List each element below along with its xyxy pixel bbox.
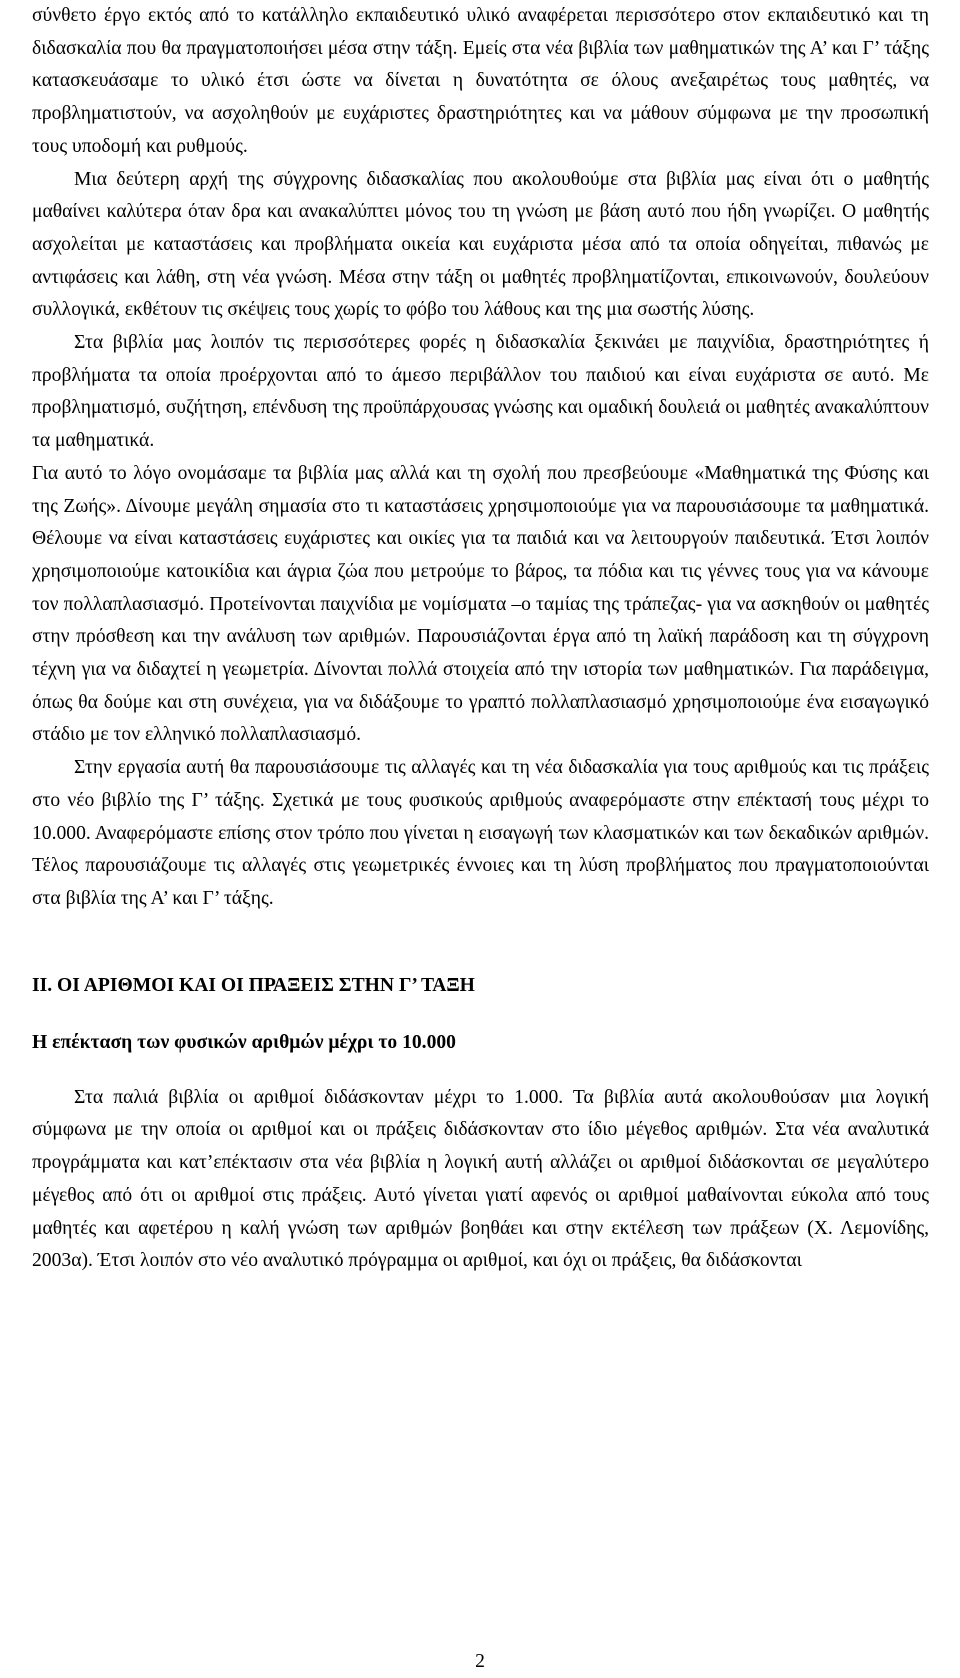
paragraph-work-overview: Στην εργασία αυτή θα παρουσιάσουμε τις αλλαγές και τη νέα διδασκαλία για τους αριθμούς και τις πράξεις στο νέο βιβλίο της Γ’ τάξης. Σχετικά με τους φυσικούς αριθμούς αναφερόμαστε στην επέκτασή τους μέχρι το 10.000. Αναφερόμαστε επίσης στον τρόπο που γίνεται η εισαγωγή των κλασματικών και των δεκαδικών αριθμών. Τέλος παρουσιάζουμε τις αλλαγές στις γεωμετρικές έννοιες και τη λύση προβλήματος που πραγματοποιούνται στα βιβλία της Α’ και Γ’ τάξης. [32,757,929,909]
page-number: 2 [475,1651,485,1672]
document-page [32,0,929,1278]
paragraph-second-principle: Μια δεύτερη αρχή της σύγχρονης διδασκαλίας που ακολουθούμε στα βιβλία μας είναι ότι ο μαθητής μαθαίνει καλύτερα όταν δρα και ανακαλύπτει μόνος του τη γνώση με βάση αυτό που ήδη γνωρίζει. Ο μαθητής ασχολείται με καταστάσεις και προβλήματα οικεία και ευχάριστα μέσα από τα οποία οδηγείται, πιθανώς με αντιφάσεις και λάθη, στη νέα γνώση. Μέσα στην τάξη οι μαθητές προβληματίζονται, επικοινωνούν, δουλεύουν συλλογικά, εκθέτουν τις σκέψεις τους χωρίς το φόβο του λάθους και της μια σωστής λύσης. [32,168,929,321]
paragraph-old-books: Στα παλιά βιβλία οι αριθμοί διδάσκονταν μέχρι το 1.000. Τα βιβλία αυτά ακολουθούσαν μια λογική σύμφωνα με την οποία οι αριθμοί και οι πράξεις διδάσκονταν στο ίδιο μέγεθος αριθμών. Στα νέα αναλυτικά προγράμματα και κατ’επέκτασιν στα νέα βιβλία η λογική αυτή αλλάζει οι αριθμοί διδάσκονται σε μεγαλύτερο μέγεθος από ότι οι αριθμοί στις πράξεις. Αυτό γίνεται γιατί αφενός οι αριθμοί μαθαίνονται εύκολα από τους μαθητές και αφετέρου η καλή γνώση των αριθμών βοηθάει και στην εκτέλεση των πράξεων (Χ. Λεμονίδης, 2003α). Έτσι λοιπόν στο νέο αναλυτικό πρόγραμμα οι αριθμοί, και όχι οι πράξεις, θα διδάσκονται [32,1086,929,1272]
subsection-heading: Η επέκταση των φυσικών αριθμών μέχρι το 10.000 [32,1031,456,1053]
section-heading: ΙΙ. ΟΙ ΑΡΙΘΜΟΙ ΚΑΙ ΟΙ ΠΡΑΞΕΙΣ ΣΤΗΝ Γ’ ΤΑΞΗ [32,974,475,996]
paragraph-nature-and-life: Για αυτό το λόγο ονομάσαμε τα βιβλία μας αλλά και τη σχολή που πρεσβεύουμε «Μαθηματικά της Φύσης και της Ζωής». Δίνουμε μεγάλη σημασία στο τι καταστάσεις χρησιμοποιούμε για να παρουσιάσουμε τα μαθηματικά. Θέλουμε να είναι καταστάσεις ευχάριστες και οικίες για τα παιδιά και να λειτουργούν παιδευτικά. Έτσι λοιπόν χρησιμοποιούμε κατοικίδια και άγρια ζώα που μετρούμε το βάρος, τα πόδια και τις γέννες τους για να κάνουμε τον πολλαπλασιασμό. Προτείνονται παιχνίδια με νομίσματα –ο ταμίας της τράπεζας- για να ασκηθούν οι μαθητές στην πρόσθεση και την ανάλυση των αριθμών. Παρουσιάζονται έργα από τη λαϊκή παράδοση και τη σύγχρονη τέχνη για να διδαχτεί η γεωμετρία. Δίνονται πολλά στοιχεία από την ιστορία των μαθηματικών. Για παράδειγμα, όπως θα δούμε και στη συνέχεια, για να διδάξουμε το γραπτό πολλαπλασιασμό χρησιμοποιούμε ένα εισαγωγικό στάδιο με τον ελληνικό πολλαπλασιασμό. [32,462,929,746]
paragraph-games-activities: Στα βιβλία μας λοιπόν τις περισσότερες φορές η διδασκαλία ξεκινάει με παιχνίδια, δραστηριότητες ή προβλήματα τα οποία προέρχονται από το άμεσο περιβάλλον του παιδιού και είναι ευχάριστα σε αυτό. Με προβληματισμό, συζήτηση, επένδυση της προϋπάρχουσας γνώσης και ομαδική δουλειά οι μαθητές ανακαλύπτουν τα μαθηματικά. [32,332,929,452]
paragraph-continuation: σύνθετο έργο εκτός από το κατάλληλο εκπαιδευτικό υλικό αναφέρεται περισσότερο στον εκπαιδευτικό και τη διδασκαλία που θα πραγματοποιήσει μέσα στην τάξη. Εμείς στα νέα βιβλία των μαθηματικών της Α’ και Γ’ τάξης κατασκευάσαμε το υλικό έτσι ώστε να δίνεται η δυνατότητα σε όλους ανεξαιρέτως τους μαθητές, να προβληματιστούν, να ασχοληθούν με ευχάριστες δραστηριότητες και να μάθουν σύμφωνα με την προσωπική τους υποδομή και ρυθμούς. [32,5,929,157]
